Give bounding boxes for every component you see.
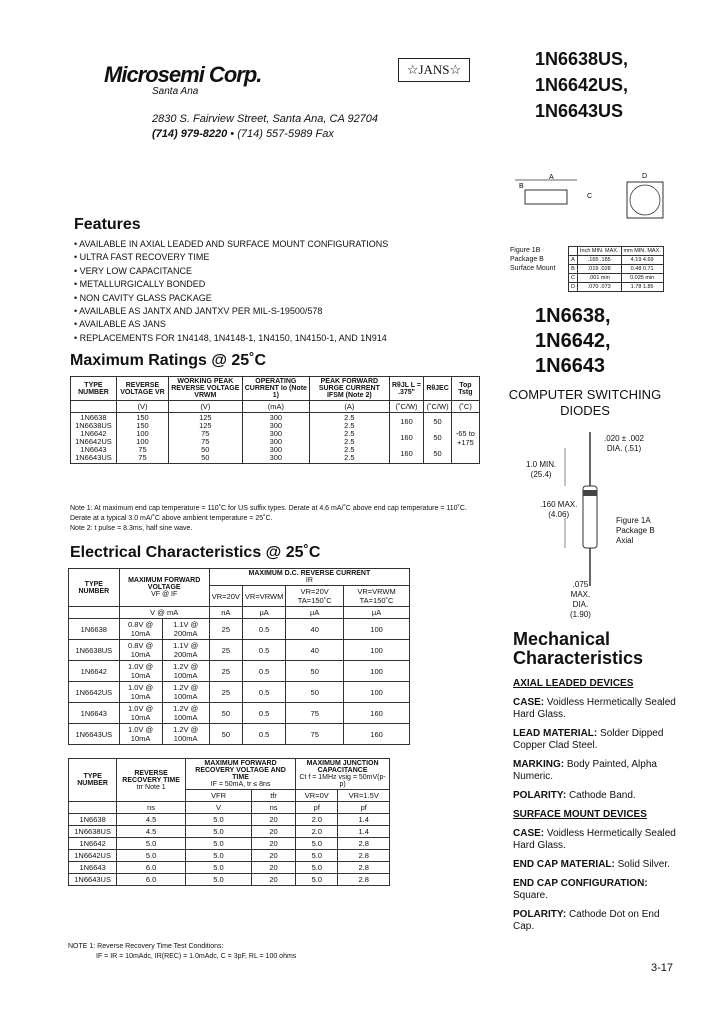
cell: 2.8 bbox=[338, 862, 390, 874]
mech-value: Voidless Hermetically Sealed Hard Glass. bbox=[513, 697, 676, 720]
dim-col-dim bbox=[569, 247, 578, 256]
cell: 6.0 bbox=[117, 874, 186, 886]
cell: 1N6642US bbox=[69, 682, 120, 703]
type-value: 1N6642US bbox=[75, 437, 112, 446]
col-vrwm: WORKING PEAK REVERSE VOLTAGE VRWM bbox=[169, 377, 243, 401]
cell: 5.0 bbox=[117, 838, 186, 850]
cell: 50 bbox=[209, 724, 242, 745]
cell: 25 bbox=[209, 619, 242, 640]
unit-cell: V bbox=[185, 802, 251, 814]
part-number: 1N6643US bbox=[535, 101, 624, 121]
col-temp: Top Tstg bbox=[451, 377, 479, 401]
mech-value: Cathode Band. bbox=[568, 790, 636, 801]
dim-mm: 0.48 0.71 bbox=[621, 265, 663, 274]
value: 100 bbox=[136, 437, 149, 446]
cell: 0.5 bbox=[242, 682, 285, 703]
table-row bbox=[69, 661, 410, 682]
col-vfr bbox=[185, 759, 295, 790]
fax: (714) 557-5989 Fax bbox=[237, 128, 334, 140]
dim-letter: C bbox=[569, 274, 578, 283]
cell: 5.0 bbox=[296, 838, 338, 850]
cell: 40 bbox=[286, 619, 344, 640]
value: 2.5 bbox=[344, 445, 355, 454]
cathode-band bbox=[583, 490, 597, 496]
cell: 5.0 bbox=[185, 874, 251, 886]
dim-letter: D bbox=[569, 283, 578, 292]
cell: 4.5 bbox=[117, 826, 186, 838]
part-numbers-axial bbox=[535, 304, 611, 379]
cell: 40 bbox=[286, 640, 344, 661]
cell: 1N6643US bbox=[69, 874, 117, 886]
col-ir bbox=[209, 569, 409, 586]
value: 2.5 bbox=[344, 437, 355, 446]
dim-inch: .019 .028 bbox=[577, 265, 621, 274]
cell: 0.8V @ 10mA bbox=[119, 640, 162, 661]
cap-title: MAXIMUM JUNCTION CAPACITANCE bbox=[306, 760, 379, 774]
vf-sub: VF @ IF bbox=[151, 591, 178, 598]
cell: 100 bbox=[344, 682, 410, 703]
cell: 5.0 bbox=[185, 850, 251, 862]
dim-inch: .070 .073 bbox=[577, 283, 621, 292]
feature-item: • NON CAVITY GLASS PACKAGE bbox=[74, 292, 388, 305]
dim-text: DIA. bbox=[572, 600, 589, 609]
sub-col: VR=0V bbox=[296, 790, 338, 802]
value: 50 bbox=[433, 433, 442, 442]
cell: 20 bbox=[252, 862, 296, 874]
cell: 50 bbox=[209, 703, 242, 724]
mech-value: Square. bbox=[513, 890, 549, 901]
table-row bbox=[69, 874, 390, 886]
dim-mm: 4.19 4.69 bbox=[621, 256, 663, 265]
types-cell bbox=[71, 413, 117, 464]
dim-text: .160 MAX. bbox=[540, 500, 578, 509]
cell: 5.0 bbox=[185, 814, 251, 826]
unit-cell: ns bbox=[117, 802, 186, 814]
dim-a-label: A bbox=[549, 174, 554, 181]
mech-value: Cathode Dot on End Cap. bbox=[513, 909, 660, 932]
dim-text: Figure 1A bbox=[616, 516, 651, 525]
unit-cell bbox=[71, 401, 117, 413]
cell: 1.0V @ 10mA bbox=[119, 682, 162, 703]
trr-sub: trr Note 1 bbox=[136, 783, 166, 791]
unit-cell: ns bbox=[252, 802, 296, 814]
value: 50 bbox=[433, 449, 442, 458]
value: 100 bbox=[136, 429, 149, 438]
col-type: TYPE NUMBER bbox=[69, 569, 120, 607]
unit-cell: (˚C) bbox=[451, 401, 479, 413]
cell: 6.0 bbox=[117, 862, 186, 874]
part-number: 1N6643 bbox=[535, 355, 606, 377]
value: 125 bbox=[199, 413, 212, 422]
company-logo: Microsemi Corp. bbox=[104, 62, 262, 87]
value: 160 bbox=[400, 417, 413, 426]
feature-item: • VERY LOW CAPACITANCE bbox=[74, 265, 388, 278]
cell: 75 bbox=[286, 724, 344, 745]
unit-cell: nA bbox=[209, 607, 242, 619]
ir-cond: VR=20V bbox=[209, 586, 242, 607]
trr-title: REVERSE RECOVERY TIME bbox=[122, 769, 180, 784]
note-title: NOTE 1: Reverse Recovery Time Test Conditions: bbox=[68, 943, 224, 950]
table-row bbox=[69, 814, 390, 826]
cell: 0.5 bbox=[242, 661, 285, 682]
unit-cell: (˚C/W) bbox=[424, 401, 451, 413]
value: 125 bbox=[199, 421, 212, 430]
col-trr bbox=[117, 759, 186, 802]
io-cell bbox=[242, 413, 309, 464]
cell: 20 bbox=[252, 874, 296, 886]
unit-cell: V @ mA bbox=[119, 607, 209, 619]
mech-key: END CAP CONFIGURATION: bbox=[513, 878, 648, 889]
feature-item: • METALLURGICALLY BONDED bbox=[74, 278, 388, 291]
figure-1b-label: Figure 1B Package B Surface Mount bbox=[510, 247, 556, 272]
page-number: 3-17 bbox=[651, 962, 674, 974]
company-address bbox=[152, 112, 378, 142]
cell: 5.0 bbox=[296, 874, 338, 886]
unit-cell: pf bbox=[296, 802, 338, 814]
cell: 2.8 bbox=[338, 850, 390, 862]
col-vf bbox=[119, 569, 209, 607]
mech-key: POLARITY: bbox=[513, 790, 567, 801]
value: 50 bbox=[201, 445, 210, 454]
rjec-cell bbox=[424, 413, 451, 464]
table-row bbox=[69, 826, 390, 838]
dim-text: (1.90) bbox=[570, 610, 591, 619]
unit-cell bbox=[69, 802, 117, 814]
ir-cond: VR=VRWM bbox=[242, 586, 285, 607]
col-cap bbox=[296, 759, 390, 790]
package-b-dim-table bbox=[568, 246, 664, 292]
cell: 20 bbox=[252, 838, 296, 850]
unit-cell bbox=[69, 607, 120, 619]
type-value: 1N6642 bbox=[80, 429, 107, 438]
cell: 0.5 bbox=[242, 703, 285, 724]
col-type: TYPE NUMBER bbox=[71, 377, 117, 401]
col-ifsm: PEAK FORWARD SURGE CURRENT IFSM (Note 2) bbox=[310, 377, 390, 401]
part-number: 1N6642US, bbox=[535, 75, 629, 95]
mech-key: CASE: bbox=[513, 697, 545, 708]
dim-letter: A bbox=[569, 256, 578, 265]
cell: 1N6638 bbox=[69, 619, 120, 640]
cell: 1.2V @ 100mA bbox=[162, 661, 209, 682]
vf-title: MAXIMUM FORWARD VOLTAGE bbox=[128, 577, 201, 591]
dim-text: .020 ± .002 bbox=[604, 434, 644, 443]
cell: 100 bbox=[344, 619, 410, 640]
cell: 1N6642 bbox=[69, 838, 117, 850]
cell: 20 bbox=[252, 850, 296, 862]
cell: 0.5 bbox=[242, 724, 285, 745]
value: 75 bbox=[201, 429, 210, 438]
cell: 5.0 bbox=[185, 826, 251, 838]
value: 150 bbox=[136, 421, 149, 430]
col-io: OPERATING CURRENT Io (Note 1) bbox=[242, 377, 309, 401]
dim-letter: B bbox=[569, 265, 578, 274]
unit-cell: µA bbox=[286, 607, 344, 619]
elec-chars-title: Electrical Characteristics @ 25˚C bbox=[70, 544, 321, 561]
unit-cell: (V) bbox=[116, 401, 168, 413]
mechanical-title: Mechanical Characteristics bbox=[513, 629, 644, 668]
lead-dia-dim bbox=[604, 434, 644, 454]
subtitle: COMPUTER SWITCHING DIODES bbox=[508, 387, 662, 418]
cell: 1.2V @ 100mA bbox=[162, 724, 209, 745]
part-numbers-top bbox=[535, 46, 628, 124]
value: 300 bbox=[269, 445, 283, 454]
ir-cond: VR=20V TA=150˚C bbox=[286, 586, 344, 607]
phone: (714) 979-8220 bbox=[152, 128, 228, 140]
dim-text: Axial bbox=[616, 536, 634, 545]
ir-sub: IR bbox=[305, 577, 313, 584]
package-b-end-view bbox=[627, 182, 663, 218]
part-number: 1N6638US, bbox=[535, 49, 629, 69]
type-value: 1N6643 bbox=[80, 445, 107, 454]
col-rjl: RθJL L = .375" bbox=[389, 377, 424, 401]
unit-cell: (V) bbox=[169, 401, 243, 413]
mech-key: CASE: bbox=[513, 828, 545, 839]
value: 75 bbox=[201, 437, 210, 446]
dim-d-label: D bbox=[642, 173, 648, 180]
cell: 1.2V @ 100mA bbox=[162, 682, 209, 703]
vrwm-cell bbox=[169, 413, 243, 464]
type-value: 1N6643US bbox=[75, 453, 112, 462]
phone-line: (714) 979-8220 • (714) 557-5989 Fax bbox=[152, 128, 334, 140]
value: 2.5 bbox=[344, 453, 355, 462]
dim-text: (4.06) bbox=[548, 510, 570, 519]
cell: 1N6638US bbox=[69, 640, 120, 661]
cell: 50 bbox=[286, 682, 344, 703]
max-ratings-table bbox=[70, 376, 480, 464]
unit-cell: (mA) bbox=[242, 401, 309, 413]
cell: 25 bbox=[209, 661, 242, 682]
value: 2.5 bbox=[344, 429, 355, 438]
vfr-sub: IF = 50mA, tr ≤ 8ns bbox=[210, 781, 271, 788]
cell: 5.0 bbox=[296, 862, 338, 874]
cell: 1N6638 bbox=[69, 814, 117, 826]
value: 300 bbox=[269, 429, 283, 438]
cell: 0.8V @ 10mA bbox=[119, 619, 162, 640]
table-row bbox=[69, 682, 410, 703]
dim-text: Package B bbox=[616, 526, 655, 535]
elec-chars-table bbox=[68, 568, 410, 745]
cell: 0.5 bbox=[242, 640, 285, 661]
lead-length-dim bbox=[526, 460, 556, 480]
cell: 160 bbox=[344, 724, 410, 745]
temp-cell: -65 to +175 bbox=[451, 413, 479, 464]
cell: 1N6642US bbox=[69, 850, 117, 862]
cell: 75 bbox=[286, 703, 344, 724]
dim-col-mm: mm MIN. MAX. bbox=[621, 247, 663, 256]
cell: 1.0V @ 10mA bbox=[119, 724, 162, 745]
features-list bbox=[74, 238, 388, 345]
features-title: Features bbox=[74, 216, 141, 233]
feature-item: • AVAILABLE AS JANTX AND JANTXV PER MIL-S-19500/578 bbox=[74, 305, 388, 318]
figure-1a-label bbox=[616, 516, 655, 546]
type-value: 1N6638US bbox=[75, 421, 112, 430]
col-rjec: RθJEC bbox=[424, 377, 451, 401]
cell: 1.1V @ 200mA bbox=[162, 619, 209, 640]
value: 300 bbox=[269, 453, 283, 462]
dim-col-inch: Inch MIN. MAX. bbox=[577, 247, 621, 256]
table-row bbox=[69, 850, 390, 862]
dim-mm: 0.025 min bbox=[621, 274, 663, 283]
cell: 0.5 bbox=[242, 619, 285, 640]
cell: 1.0V @ 10mA bbox=[119, 661, 162, 682]
dim-text: (25.4) bbox=[530, 470, 552, 479]
cell: 5.0 bbox=[296, 850, 338, 862]
max-ratings-title: Maximum Ratings @ 25˚C bbox=[70, 352, 267, 369]
sub-col: VFR bbox=[185, 790, 251, 802]
cell: 2.8 bbox=[338, 838, 390, 850]
cell: 5.0 bbox=[117, 850, 186, 862]
feature-item: • AVAILABLE AS JANS bbox=[74, 318, 388, 331]
cell: 50 bbox=[286, 661, 344, 682]
cell: 100 bbox=[344, 640, 410, 661]
max-ratings-notes bbox=[70, 504, 480, 534]
axial-heading: AXIAL LEADED DEVICES bbox=[513, 678, 634, 689]
cell: 1N6643 bbox=[69, 703, 120, 724]
value: 75 bbox=[138, 453, 147, 462]
cell: 20 bbox=[252, 826, 296, 838]
cell: 4.5 bbox=[117, 814, 186, 826]
value: 300 bbox=[269, 413, 283, 422]
dim-mm: 1.78 1.85 bbox=[621, 283, 663, 292]
recovery-note bbox=[68, 942, 398, 962]
company-division: Santa Ana bbox=[152, 86, 199, 97]
feature-item: • AVAILABLE IN AXIAL LEADED AND SURFACE MOUNT CONFIGURATIONS bbox=[74, 238, 388, 251]
dim-inch: .001 min bbox=[577, 274, 621, 283]
rjl-cell bbox=[389, 413, 424, 464]
mech-value: Solder Dipped Copper Clad Steel. bbox=[513, 728, 664, 751]
value: 50 bbox=[433, 417, 442, 426]
part-number: 1N6638, bbox=[535, 305, 611, 327]
mech-key: LEAD MATERIAL: bbox=[513, 728, 598, 739]
vfr-title: MAXIMUM FORWARD RECOVERY VOLTAGE AND TIME bbox=[195, 760, 286, 781]
table-row bbox=[69, 838, 390, 850]
cell: 2.0 bbox=[296, 814, 338, 826]
unit-cell: µA bbox=[242, 607, 285, 619]
body-length-dim bbox=[540, 500, 577, 520]
dim-text: DIA. (.51) bbox=[606, 444, 642, 453]
cell: 25 bbox=[209, 640, 242, 661]
package-b-side-view bbox=[525, 190, 567, 204]
type-value: 1N6638 bbox=[80, 413, 107, 422]
cell: 1N6643US bbox=[69, 724, 120, 745]
recovery-table bbox=[68, 758, 390, 886]
table-row bbox=[69, 640, 410, 661]
unit-cell: µA bbox=[344, 607, 410, 619]
dim-b-label: B bbox=[519, 183, 524, 190]
cell: 1.1V @ 200mA bbox=[162, 640, 209, 661]
jans-badge: ☆JANS☆ bbox=[398, 58, 470, 82]
mech-value: Voidless Hermetically Sealed Hard Glass. bbox=[513, 828, 676, 851]
table-row bbox=[69, 703, 410, 724]
cell: 5.0 bbox=[185, 838, 251, 850]
note-1: Note 1: At maximum end cap temperature = 110˚C for US suffix types. Derate at 4.6 mA/˚C above end cap temperature = 110˚C. Derate at a typical 3.0 mA/˚C above ambient temperature = 25˚C. bbox=[70, 505, 467, 522]
cell: 100 bbox=[344, 661, 410, 682]
ir-cond: VR=VRWM TA=150˚C bbox=[344, 586, 410, 607]
cell: 2.0 bbox=[296, 826, 338, 838]
value: 75 bbox=[138, 445, 147, 454]
unit-cell: pf bbox=[338, 802, 390, 814]
cell: 20 bbox=[252, 814, 296, 826]
cell: 2.8 bbox=[338, 874, 390, 886]
cap-sub: Ct f = 1MHz vsig = 50mV(p-p) bbox=[299, 774, 386, 788]
value: 2.5 bbox=[344, 421, 355, 430]
col-vr: REVERSE VOLTAGE VR bbox=[116, 377, 168, 401]
col-type: TYPE NUMBER bbox=[69, 759, 117, 802]
cell: 5.0 bbox=[185, 862, 251, 874]
mechanical-text bbox=[513, 678, 683, 940]
cell: 1.2V @ 100mA bbox=[162, 703, 209, 724]
table-row bbox=[69, 862, 390, 874]
table-row bbox=[69, 619, 410, 640]
dim-c-label: C bbox=[587, 193, 593, 200]
part-number: 1N6642, bbox=[535, 330, 611, 352]
ifsm-cell bbox=[310, 413, 390, 464]
axial-package-drawing bbox=[505, 428, 695, 628]
cell: 1N6642 bbox=[69, 661, 120, 682]
cell: 160 bbox=[344, 703, 410, 724]
dim-text: MAX. bbox=[570, 590, 591, 599]
value: 300 bbox=[269, 421, 283, 430]
cell: 25 bbox=[209, 682, 242, 703]
sub-col: tfr bbox=[252, 790, 296, 802]
vr-cell bbox=[116, 413, 168, 464]
feature-item: • ULTRA FAST RECOVERY TIME bbox=[74, 251, 388, 264]
unit-cell: (˚C/W) bbox=[389, 401, 424, 413]
note-body: IF = IR = 10mAdc, IR(REC) = 1.0mAdc, C = 3pF, RL = 100 ohms bbox=[96, 953, 297, 960]
value: 2.5 bbox=[344, 413, 355, 422]
dim-inch: .165 .185 bbox=[577, 256, 621, 265]
cell: 1.4 bbox=[338, 814, 390, 826]
note-2: Note 2: t pulse = 8.3ms, half sine wave. bbox=[70, 525, 193, 532]
value: 160 bbox=[400, 449, 413, 458]
value: 150 bbox=[136, 413, 149, 422]
ir-title: MAXIMUM D.C. REVERSE CURRENT bbox=[248, 570, 371, 577]
dim-text: .075 bbox=[572, 580, 589, 589]
cell: 1.4 bbox=[338, 826, 390, 838]
mech-key: END CAP MATERIAL: bbox=[513, 859, 615, 870]
cell: 1N6638US bbox=[69, 826, 117, 838]
feature-item: • REPLACEMENTS FOR 1N4148, 1N4148-1, 1N4150, 1N4150-1, AND 1N914 bbox=[74, 332, 388, 345]
sub-col: VR=1.5V bbox=[338, 790, 390, 802]
value: 160 bbox=[400, 433, 413, 442]
table-row bbox=[69, 724, 410, 745]
body-dia-dim bbox=[570, 580, 591, 620]
unit-cell: (A) bbox=[310, 401, 390, 413]
cell: 1.0V @ 10mA bbox=[119, 703, 162, 724]
dim-text: 1.0 MIN. bbox=[526, 460, 557, 469]
cell: 1N6643 bbox=[69, 862, 117, 874]
address-line: 2830 S. Fairview Street, Santa Ana, CA 92704 bbox=[152, 113, 379, 125]
mech-key: POLARITY: bbox=[513, 909, 567, 920]
smd-heading: SURFACE MOUNT DEVICES bbox=[513, 809, 647, 820]
value: 50 bbox=[201, 453, 210, 462]
value: 300 bbox=[269, 437, 283, 446]
mech-key: MARKING: bbox=[513, 759, 565, 770]
mech-value: Solid Silver. bbox=[617, 859, 670, 870]
mech-value: Body Painted, Alpha Numeric. bbox=[513, 759, 657, 782]
